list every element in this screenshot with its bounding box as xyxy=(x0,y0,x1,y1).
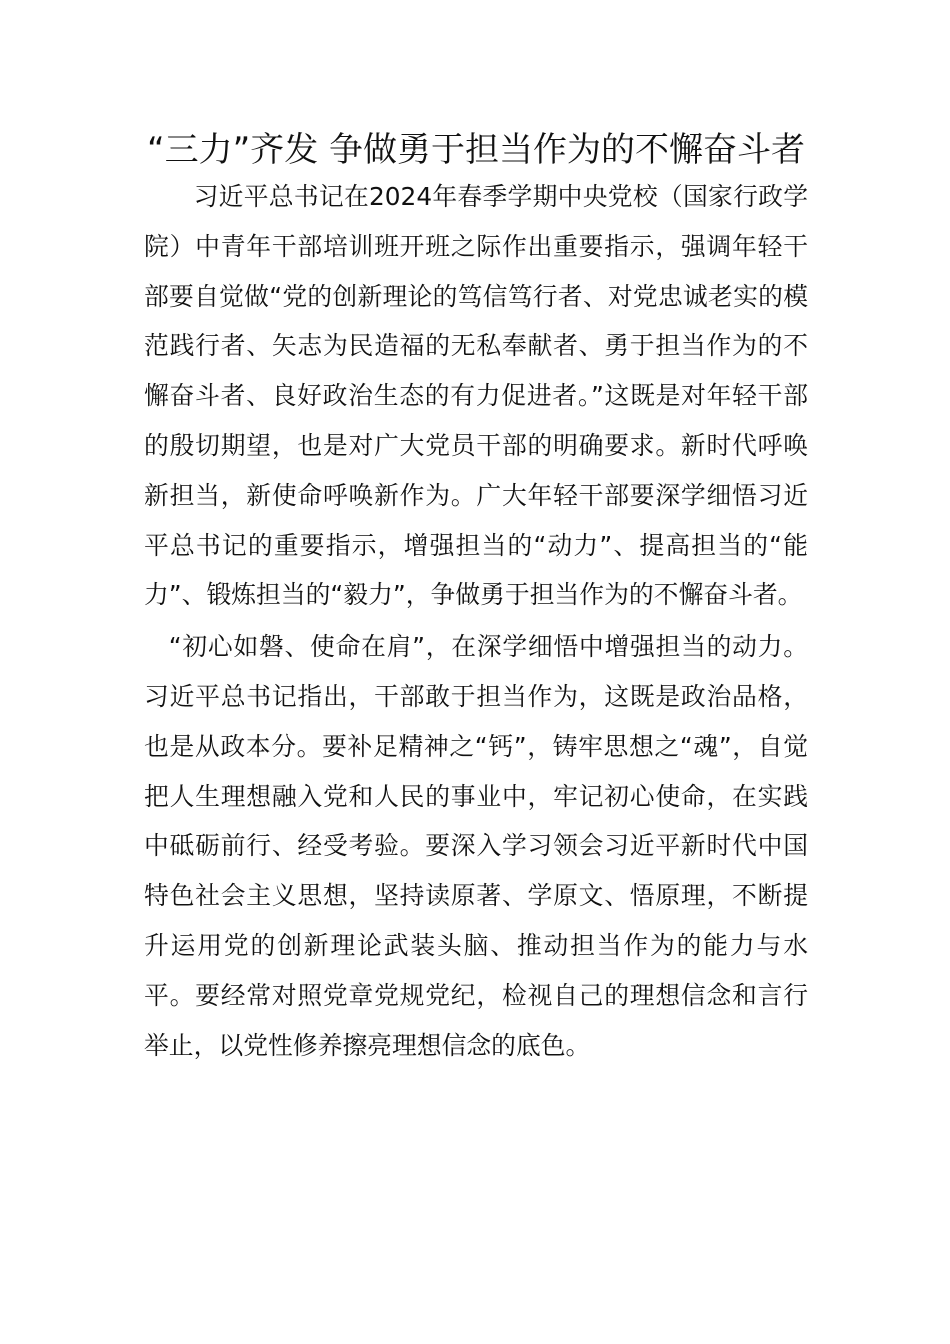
paragraph-motivation: “初心如磐、使命在肩”，在深学细悟中增强担当的动力。习近平总书记指出，干部敢于担当作为，这既是政治品格，也是从政本分。要补足精神之“钙”，铸牢思想之“魂”，自觉把人生理想融入党和人民的事业中，牢记初心使命，在实践中砥砺前行、经受考验。要深入学习领会习近平新时代中国特色社会主义思想，坚持读原著、学原文、悟原理，不断提升运用党的创新理论武装头脑、推动担当作为的能力与水平。要经常对照党章党规党纪，检视自己的理想信念和言行举止，以党性修养擦亮理想信念的底色。 xyxy=(144,632,808,1060)
paragraph-intro: 习近平总书记在2024年春季学期中央党校（国家行政学院）中青年干部培训班开班之际作出重要指示，强调年轻干部要自觉做“党的创新理论的笃信笃行者、对党忠诚老实的模范践行者、矢志为民造福的无私奉献者、勇于担当作为的不懈奋斗者、良好政治生态的有力促进者。”这既是对年轻干部的殷切期望，也是对广大党员干部的明确要求。新时代呼唤新担当，新使命呼唤新作为。广大年轻干部要深学细悟习近平总书记的重要指示，增强担当的“动力”、提高担当的“能力”、锻炼担当的“毅力”，争做勇于担当作为的不懈奋斗者。 xyxy=(144,182,808,610)
document-title: “三力”齐发 争做勇于担当作为的不懈奋斗者 xyxy=(146,130,806,170)
document-body xyxy=(144,128,808,1070)
